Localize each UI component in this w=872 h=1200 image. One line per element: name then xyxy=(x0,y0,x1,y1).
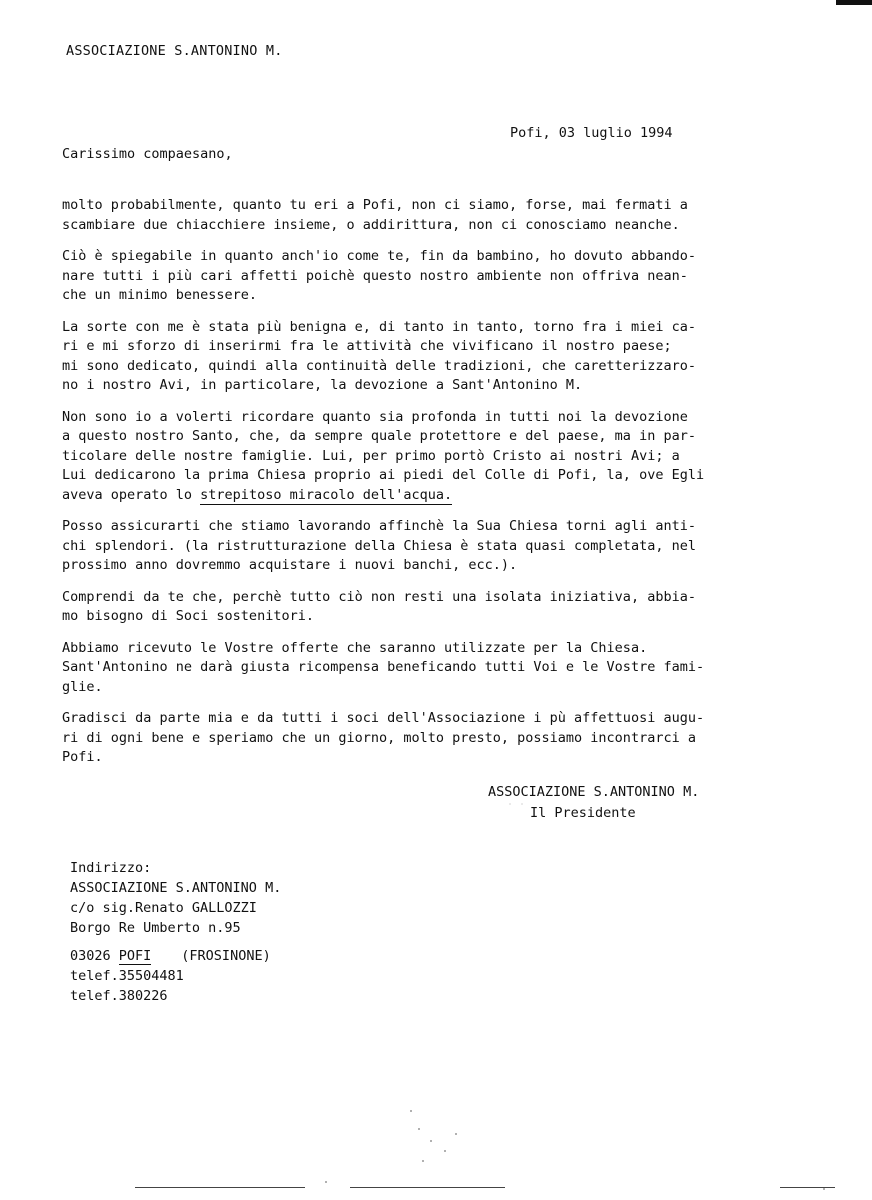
address-postal-code: 03026 xyxy=(70,948,111,964)
address-city: POFI xyxy=(118,948,152,964)
text-line: Pofi. xyxy=(62,749,103,765)
text-line: no i nostro Avi, in particolare, la devozione a Sant'Antonino M. xyxy=(62,377,583,393)
text-line: chi splendori. (la ristrutturazione della Chiesa è stata quasi completata, nel xyxy=(62,537,696,554)
text-line: Sant'Antonino ne darà giusta ricompensa beneficando tutti Voi e le Vostre fami- xyxy=(62,659,705,675)
letter-date: Pofi, 03 luglio 1994 xyxy=(510,125,673,141)
address-phone-1: telef.35504481 xyxy=(70,968,184,984)
paragraph-2 xyxy=(62,247,752,306)
scan-speckle xyxy=(444,1150,446,1152)
scan-artifact-line xyxy=(350,1187,505,1188)
scan-speckle xyxy=(410,1110,412,1112)
paragraph-7 xyxy=(62,639,752,698)
text-line: Lui dedicarono la prima Chiesa proprio ai piedi del Colle di Pofi, la, ove Egli xyxy=(62,467,705,483)
text-line: a questo nostro Santo, che, da sempre quale protettore e del paese, ma in par- xyxy=(62,428,696,444)
text-line: Abbiamo ricevuto le Vostre offerte che saranno utilizzate per la Chiesa. xyxy=(62,639,648,656)
salutation: Carissimo compaesano, xyxy=(62,146,233,162)
text-line: Posso assicurarti che stiamo lavorando affinchè la Sua Chiesa torni agli anti- xyxy=(62,518,696,534)
text-line: nare tutti i più cari affetti poichè questo nostro ambiente non offriva nean- xyxy=(62,267,688,284)
text-line: scambiare due chiacchiere insieme, o addirittura, non ci conosciamo neanche. xyxy=(62,216,680,233)
scan-speckle xyxy=(418,1128,420,1130)
scan-speckle xyxy=(455,1133,457,1135)
paragraph-8 xyxy=(62,709,752,768)
text-line: che un minimo benessere. xyxy=(62,287,258,303)
address-organization: ASSOCIAZIONE S.ANTONINO M. xyxy=(70,880,282,896)
text-line: mo bisogno di Soci sostenitori. xyxy=(62,608,314,624)
scan-artifact-line xyxy=(135,1187,305,1188)
text-line: Gradisci da parte mia e da tutti i soci dell'Associazione i pù affettuosi augu- xyxy=(62,710,705,726)
signature-title: Il Presidente xyxy=(530,805,636,821)
text-line: ticolare delle nostre famiglie. Lui, per primo portò Cristo ai nostri Avi; a xyxy=(62,447,680,464)
text-line: Ciò è spiegabile in quanto anch'io come te, fin da bambino, ho dovuto abbando- xyxy=(62,248,696,264)
text-line: ri e mi sforzo di inserirmi fra le attività che vivificano il nostro paese; xyxy=(62,338,672,354)
address-street: Borgo Re Umberto n.95 xyxy=(70,920,241,936)
paragraph-4 xyxy=(62,408,752,506)
underlined-phrase: strepitoso miracolo dell'acqua. xyxy=(200,486,453,503)
signature-organization: ASSOCIAZIONE S.ANTONINO M. xyxy=(488,784,700,800)
text-line-prefix: aveva operato lo xyxy=(62,486,201,503)
letter-body xyxy=(62,196,752,780)
signature-scribble-mark: ˙ ˙ xyxy=(507,803,526,814)
address-province: (FROSINONE) xyxy=(181,948,271,964)
text-line: glie. xyxy=(62,678,103,695)
scan-speckle xyxy=(430,1140,432,1142)
paragraph-3 xyxy=(62,318,752,396)
text-line: prossimo anno dovremmo acquistare i nuovi banchi, ecc.). xyxy=(62,557,518,573)
address-block xyxy=(70,858,281,1006)
text-line: La sorte con me è stata più benigna e, di tanto in tanto, torno fra i miei ca- xyxy=(62,318,696,335)
scan-corner-mark xyxy=(836,0,872,5)
paragraph-1 xyxy=(62,196,752,235)
text-line: ri di ogni bene e speriamo che un giorno, molto presto, possiamo incontrarci a xyxy=(62,729,696,746)
address-city-line xyxy=(70,946,281,966)
paragraph-6 xyxy=(62,588,752,627)
text-line: Non sono io a volerti ricordare quanto sia profonda in tutti noi la devozione xyxy=(62,408,688,425)
text-line: molto probabilmente, quanto tu eri a Pofi, non ci siamo, forse, mai fermati a xyxy=(62,197,688,213)
address-care-of: c/o sig.Renato GALLOZZI xyxy=(70,900,257,916)
scan-artifact-line xyxy=(780,1187,835,1188)
text-line: mi sono dedicato, quindi alla continuità delle tradizioni, che caretterizzaro- xyxy=(62,357,696,374)
text-line: Comprendi da te che, perchè tutto ciò non resti una isolata iniziativa, abbia- xyxy=(62,588,696,605)
letterhead: ASSOCIAZIONE S.ANTONINO M. xyxy=(66,43,283,59)
paragraph-5 xyxy=(62,517,752,576)
scan-speckle xyxy=(823,1188,825,1190)
address-heading: Indirizzo: xyxy=(70,860,152,876)
address-phone-2: telef.380226 xyxy=(70,988,168,1004)
scan-speckle xyxy=(422,1160,424,1162)
scan-speckle xyxy=(325,1181,327,1183)
text-line xyxy=(62,486,752,506)
